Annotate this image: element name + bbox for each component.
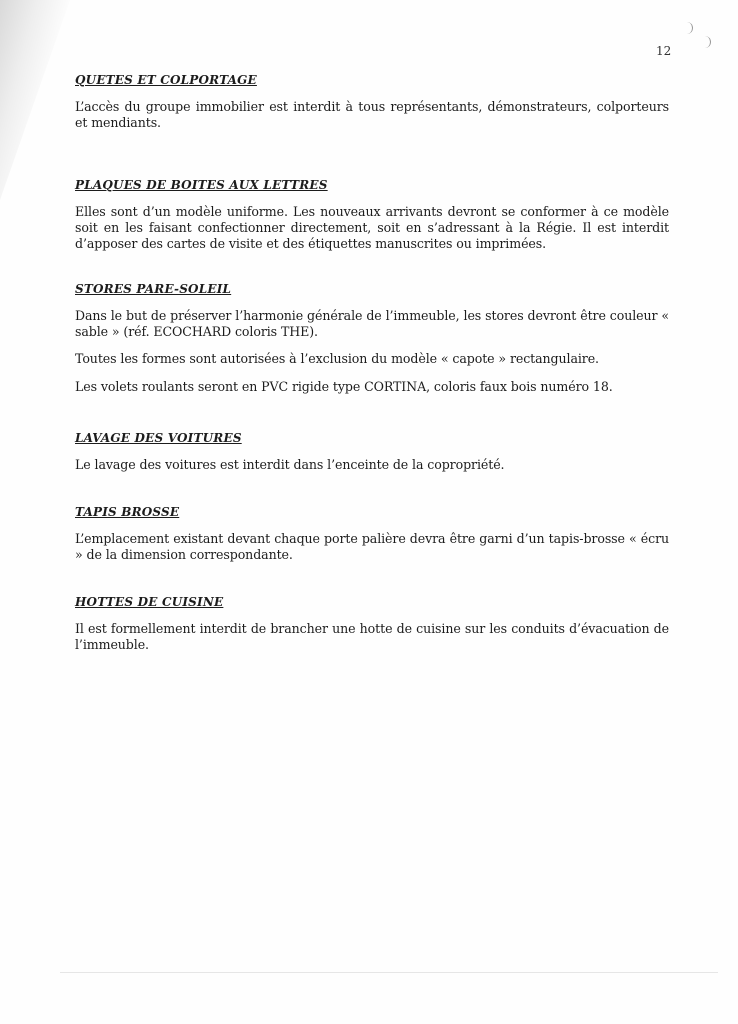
section-quetes-et-colportage xyxy=(75,72,669,131)
section-plaques-de-boites-aux-lettres xyxy=(75,177,669,253)
section-heading: PLAQUES DE BOITES AUX LETTRES xyxy=(75,178,328,192)
section-heading: STORES PARE-SOLEIL xyxy=(75,282,232,296)
section-paragraph: Toutes les formes sont autorisées à l’exclusion du modèle « capote » rectangulaire. xyxy=(75,351,599,367)
section-stores-pare-soleil xyxy=(75,281,669,395)
section-heading: TAPIS BROSSE xyxy=(75,505,180,519)
section-tapis-brosse xyxy=(75,504,669,563)
section-lavage-des-voitures xyxy=(75,430,669,473)
page-number: 12 xyxy=(656,44,672,58)
scan-mark xyxy=(686,22,693,34)
scan-corner-shadow xyxy=(0,0,70,200)
section-heading: LAVAGE DES VOITURES xyxy=(75,431,242,445)
section-paragraph: Elles sont d’un modèle uniforme. Les nouveaux arrivants devront se conformer à ce modèle soit en les faisant confectionner directement, soit en s’adressant à la Régie. Il est interdit d’apposer des cartes de visite et des étiquettes manuscrites ou imprimées. xyxy=(75,204,669,252)
scan-mark xyxy=(704,36,711,48)
section-paragraph: Il est formellement interdit de brancher une hotte de cuisine sur les conduits d’évacuation de l’immeuble. xyxy=(75,621,669,653)
section-paragraph: L’emplacement existant devant chaque porte palière devra être garni d’un tapis-brosse « écru » de la dimension correspondante. xyxy=(75,531,669,563)
section-paragraph: Le lavage des voitures est interdit dans l’enceinte de la copropriété. xyxy=(75,457,505,472)
section-paragraph: L’accès du groupe immobilier est interdit à tous représentants, démonstrateurs, colporteurs et mendiants. xyxy=(75,99,669,131)
section-hottes-de-cuisine xyxy=(75,594,669,653)
scan-edge-line xyxy=(60,972,718,973)
section-heading: HOTTES DE CUISINE xyxy=(75,595,224,609)
section-heading: QUETES ET COLPORTAGE xyxy=(75,73,257,87)
section-paragraph: Dans le but de préserver l’harmonie générale de l’immeuble, les stores devront être couleur « sable » (réf. ECOCHARD coloris THE). xyxy=(75,308,669,340)
section-paragraph: Les volets roulants seront en PVC rigide type CORTINA, coloris faux bois numéro 18. xyxy=(75,378,613,394)
